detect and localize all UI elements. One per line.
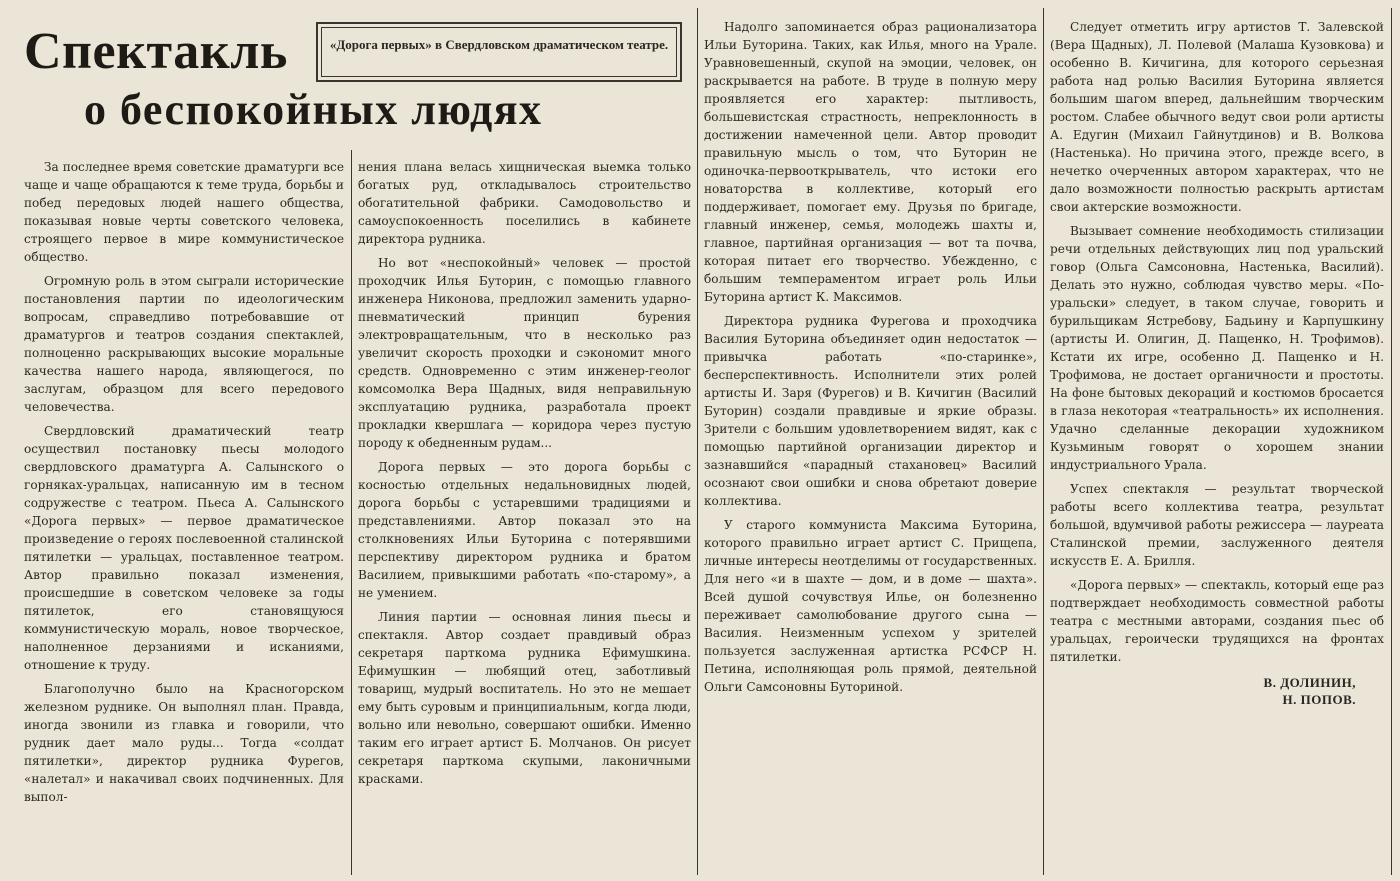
article-column-1 (24, 158, 344, 812)
paragraph: Благополучно было на Красногорском железном руднике. Он выполнял план. Правда, иногда звонили из главка и говорили, что рудник дает мало руды... Тогда «солдат пятилетки», директор рудника Фурегов, «налетал» и накачивал своих подчиненных. Для выпол- (24, 682, 344, 804)
paragraph: Но вот «неспокойный» человек — простой проходчик Илья Буторин, с помощью главного инженера Никонова, предложил заменить ударно-пневматический принцип бурения электровращательным, что в несколько раз увеличит скорость проходки и сэкономит много средств. Одновременно с этим инженер-геолог комсомолка Вера Щадных, видя неправильную эксплуатацию рудника, разработала проект прокладки квершлага — коридора через пустую породу к обедненным рудам... (358, 256, 691, 450)
column-rule (697, 8, 698, 875)
subheading-box (316, 22, 682, 82)
paragraph: Огромную роль в этом сыграли исторические постановления партии по идеологическим вопросам, справедливо потребовавшие от драматургов и театров создания спектаклей, полноценно раскрывающих высокие моральные качества нашего народа, являющегося, по заслугам, образцом для всего передового человечества. (24, 274, 344, 414)
paragraph: «Дорога первых» — спектакль, который еще раз подтверждает необходимость совместной работы театра с местными авторами, создания пьес об уральцах, героически трудящихся на фронтах пятилетки. (1050, 578, 1384, 664)
column-rule (1391, 8, 1392, 875)
author-signature (1050, 674, 1384, 708)
paragraph: Линия партии — основная линия пьесы и спектакля. Автор создает правдивый образ секретаря парткома рудника Ефимушкина. Ефимушкин — любящий отец, заботливый товарищ, мудрый воспитатель. Но это не мешает ему быть суровым и принципиальным, когда люди, вольно или невольно, совершают ошибки. Именно таким его играет артист Б. Молчанов. Он рисует секретаря парткома скупыми, лаконичными красками. (358, 610, 691, 786)
article-column-3 (704, 18, 1037, 702)
column-rule (351, 150, 352, 875)
paragraph: Вызывает сомнение необходимость стилизации речи отдельных действующих лиц под уральский говор (Ольга Самсоновна, Настенька, Василий). Делать это нужно, соблюдая чувство меры. «По-уральски» следует, в таком случае, говорить и бурильщикам Ястребову, Бадьину и Карпушкину (артисты И. Олигин, Д. Пащенко, Н. Трофимов). Кстати их игре, особенно Д. Пащенко и Н. Трофимова, не достает органичности и простоты. На фоне бытовых декораций и костюмов бросается в глаза некоторая «театральность» их исполнения. Удачно сделанные декорации художником Кузьминым говорят о хорошем знании индустриального Урала. (1050, 224, 1384, 472)
paragraph: За последнее время советские драматурги все чаще и чаще обращаются к теме труда, борьбы и побед передовых людей нашего общества, показывая новые черты советского человека, строящего первое в мире коммунистическое общество. (24, 160, 344, 264)
headline-line-1: Спектакль (24, 23, 288, 80)
paragraph: Следует отметить игру артистов Т. Залевской (Вера Щадных), Л. Полевой (Малаша Кузовкова) и особенно В. Кичигина, для которого серьезная работа над ролью Василия Буторина является большим шагом вперед, дальнейшим творческим ростом. Слабее обычного ведут свои роли артисты А. Едугин (Михаил Гайнутдинов) и В. Волкова (Настенька). Но причина этого, прежде всего, в нечетко очерченных автором характерах, что не дало возможности полностью раскрыть артистам свои актерские возможности. (1050, 20, 1384, 214)
paragraph: Успех спектакля — результат творческой работы всего коллектива театра, результат большой, вдумчивой работы режиссера — лауреата Сталинской премии, заслуженного деятеля искусств Е. А. Брилля. (1050, 482, 1384, 568)
paragraph: У старого коммуниста Максима Буторина, которого правильно играет артист С. Прищепа, личные интересы неотделимы от государственных. Для него «и в шахте — дом, и в доме — шахта». Всей душой сочувствуя Илье, он болезненно переживает самолюбование другого сына — Василия. Неизменным успехом у зрителей пользуется заслуженная артистка РСФСР Н. Петина, исполняющая роль прямой, деятельной Ольги Самсоновны Буториной. (704, 518, 1037, 694)
paragraph: нения плана велась хищническая выемка только богатых руд, откладывалось строительство обогатительной фабрики. Самодовольство и самоуспокоенность поселились в кабинете директора рудника. (358, 160, 691, 246)
paragraph: Директора рудника Фурегова и проходчика Василия Буторина объединяет один недостаток — привычка работать «по-старинке», бесперспективность. Исполнители этих ролей артисты И. Заря (Фурегов) и В. Кичигин (Василий Буторин) создали правдивые и яркие образы. Зрители с большим удовлетворением видят, как с помощью партийной организации директор и зазнавшийся «парадный стахановец» Василий осознают свои ошибки и снова обретают доверие коллектива. (704, 314, 1037, 508)
article-column-2 (358, 158, 691, 794)
article-column-4 (1050, 18, 1384, 708)
headline-line-2: о беспокойных людях (84, 85, 543, 134)
paragraph: Свердловский драматический театр осуществил постановку пьесы молодого свердловского драматурга А. Салынского о горняках-уральцах, написанную им в тесном содружестве с театром. Пьеса А. Салынского «Дорога первых» — первое драматическое произведение о героях послевоенной сталинской пятилетки — уральцах, поставленное театром. Автор правильно показал изменения, происшедшие в советском человеке за годы пятилеток, его становящуюся коммунистическую мораль, новое творческое, наполненное дерзаниями и исканиями, отношение к труду. (24, 424, 344, 672)
paragraph: Надолго запоминается образ рационализатора Ильи Буторина. Таких, как Илья, много на Урале. Уравновешенный, скупой на эмоции, человек, он раскрывается на работе. В труде в полную меру проявляется его характер: пытливость, большевистская страстность, непреклонность в достижении намеченной цели. Автор проводит правильную мысль о том, что Буторин не одиночка-первооткрыватель, что истоки его новаторства в коллективе, который его поддерживает, помогает ему. Друзья по бригаде, главный инженер, семья, молодежь шахты и, главное, партийная организация — вот та почва, которая питает его творчество. Убежденно, с большим темпераментом играет роль Ильи Буторина артист К. Максимов. (704, 20, 1037, 304)
author-name: Н. ПОПОВ. (1282, 692, 1356, 707)
paragraph: Дорога первых — это дорога борьбы с косностью отдельных недальновидных людей, дорога борьбы с устаревшими традициями и представлениями. Автор показал это на столкновениях Ильи Буторина с потерявшими перспективу директором рудника и братом Василием, привыкшими работать «по-старому», а не умением. (358, 460, 691, 600)
column-rule (1043, 8, 1044, 875)
subheading: «Дорога первых» в Свердловском драматическом театре. (329, 37, 669, 52)
author-name: В. ДОЛИНИН, (1263, 675, 1356, 690)
